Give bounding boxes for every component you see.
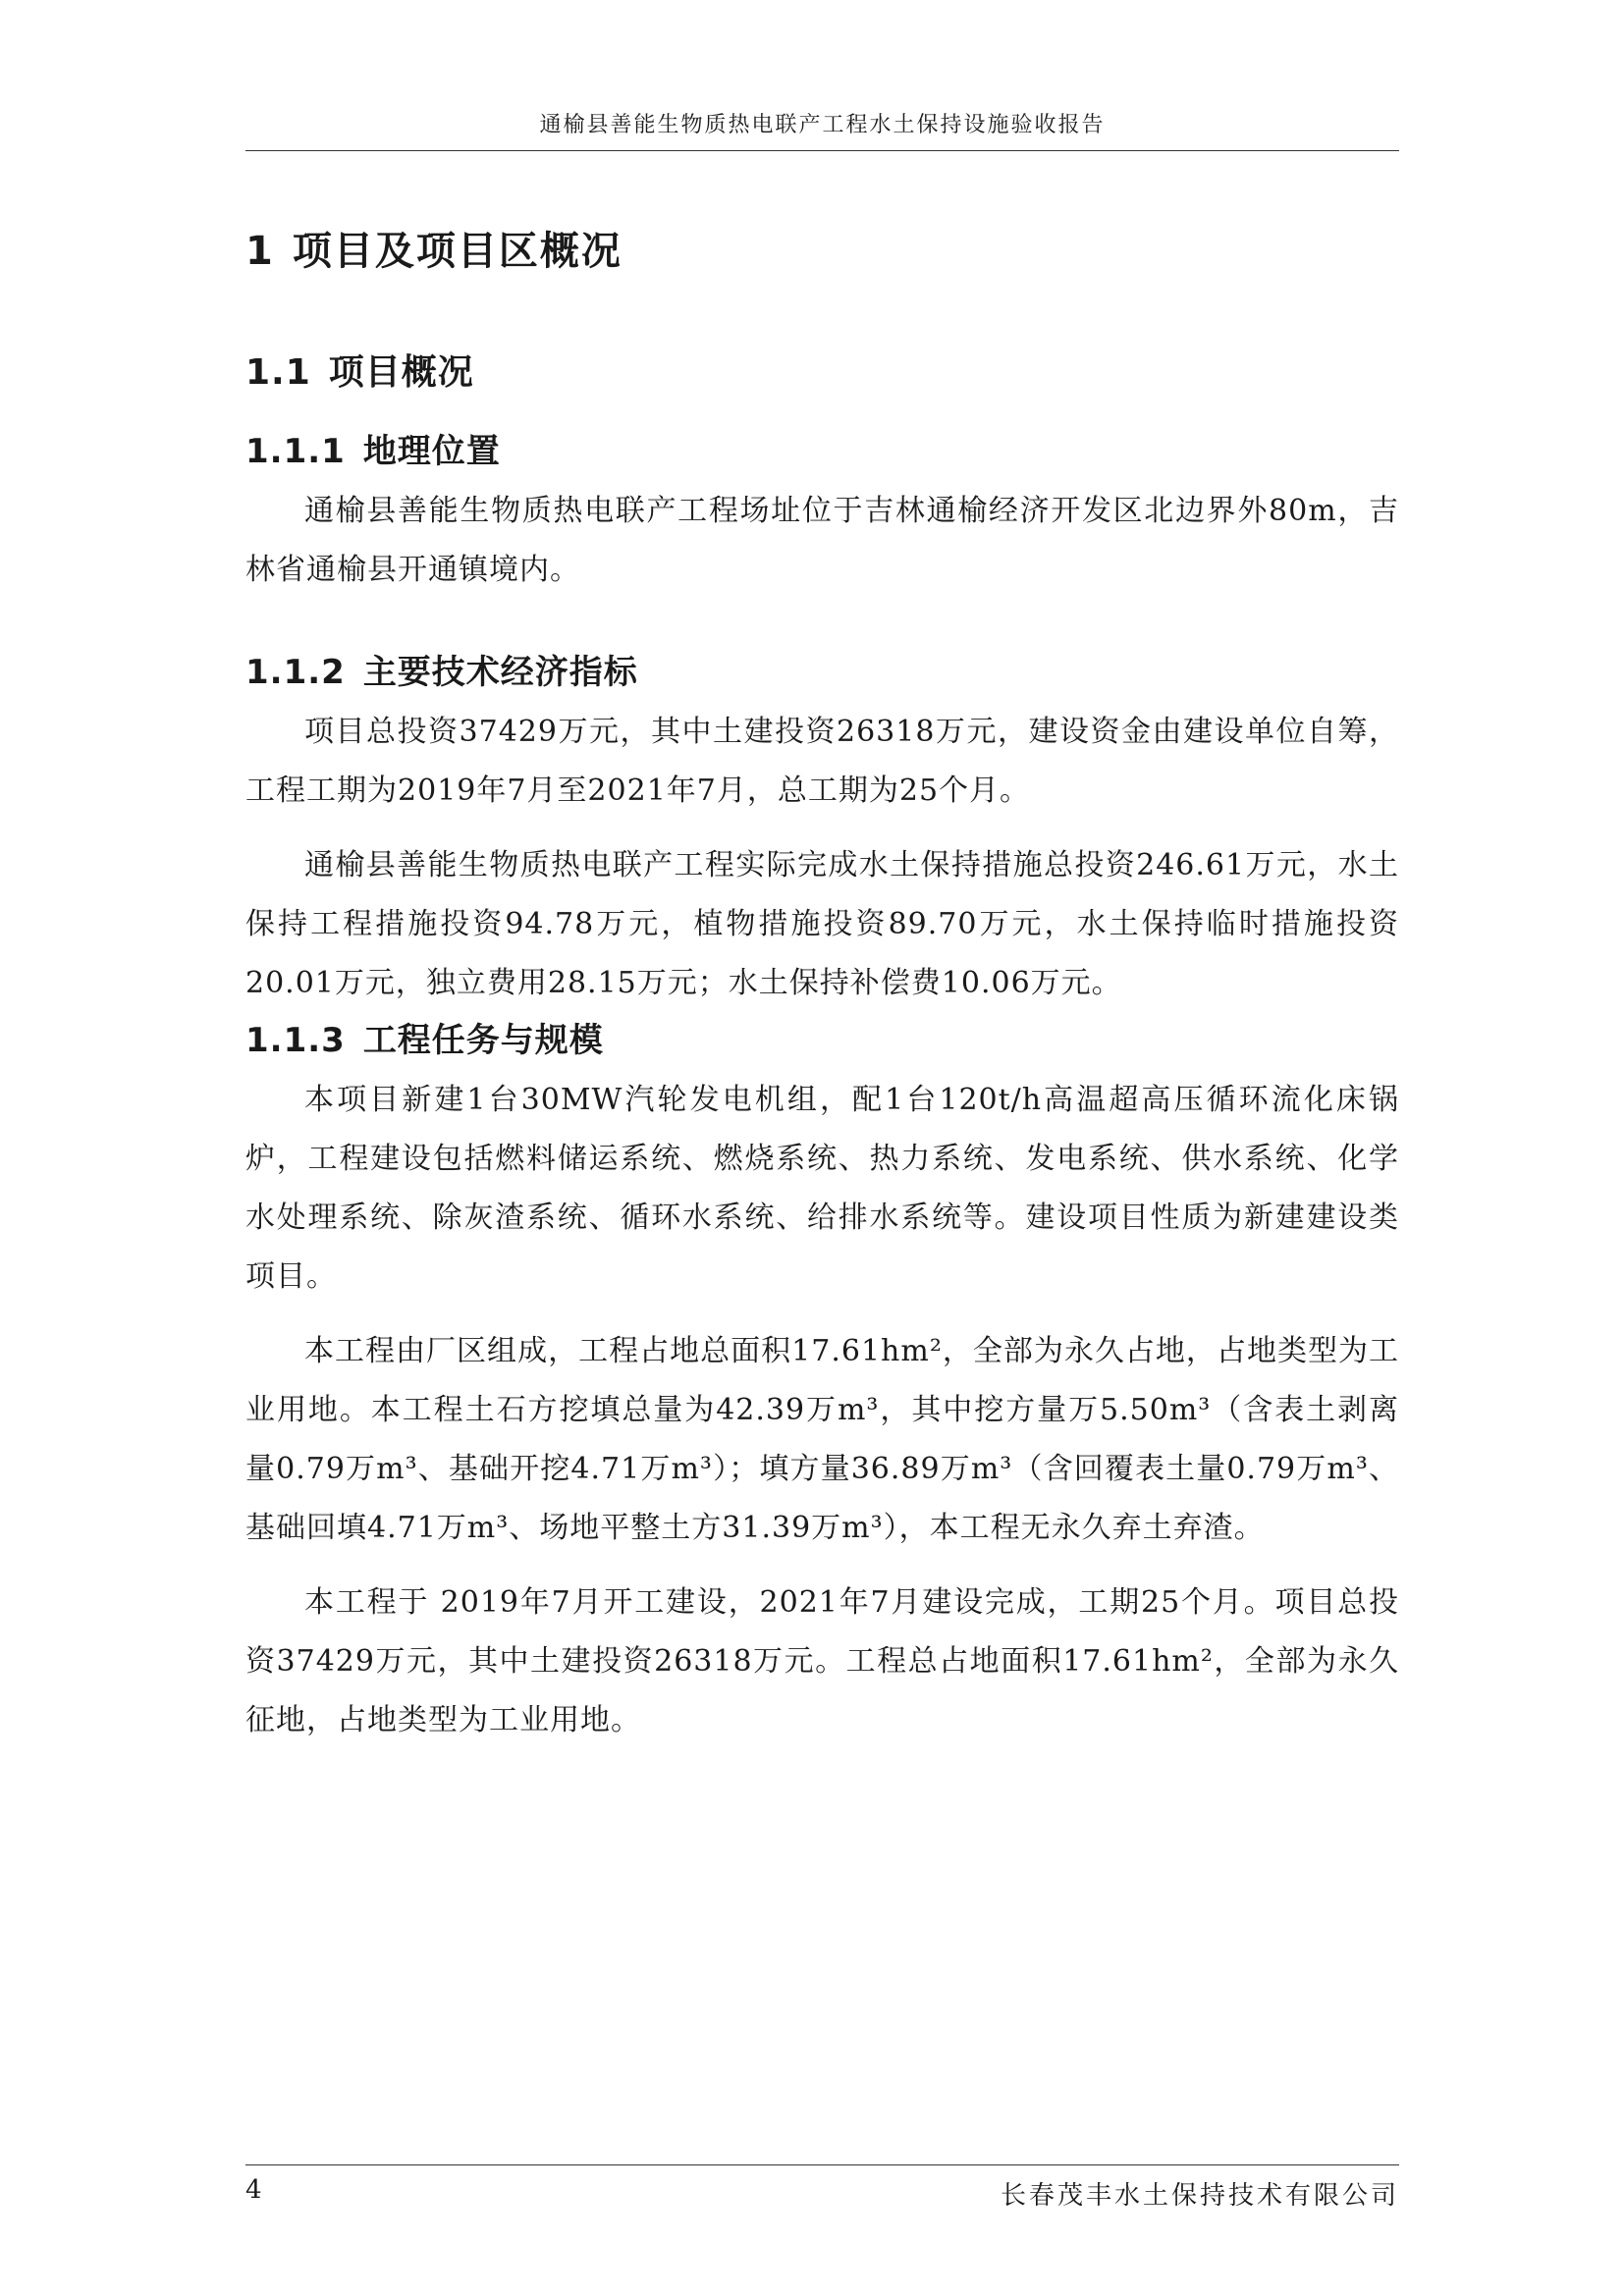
paragraph-schedule: 本工程于 2019年7月开工建设，2021年7月建设完成，工期25个月。项目总投资37429万元，其中土建投资26318万元。工程总占地面积17.61hm²，全部为永久征地，占地类型为工业用地。 xyxy=(245,1585,1399,1737)
running-footer xyxy=(245,2164,1399,2212)
subsection-title: 工程任务与规模 xyxy=(362,1021,604,1060)
subsection-number: 1.1.2 xyxy=(245,653,346,692)
chapter-title: 项目及项目区概况 xyxy=(292,229,623,274)
subsection-number: 1.1.1 xyxy=(245,432,346,471)
chapter-number: 1 xyxy=(245,229,275,274)
section-heading-1-1 xyxy=(245,345,1399,395)
paragraph-land-earthwork: 本工程由厂区组成，工程占地总面积17.61hm²，全部为永久占地，占地类型为工业用地。本工程土石方挖填总量为42.39万m³，其中挖方量万5.50m³（含表土剥离量0.79万m³、基础开挖4.71万m³）；填方量36.89万m³（含回覆表土量0.79万m³、基础回填4.71万m³、场地平整土方31.39万m³），本工程无永久弃土弃渣。 xyxy=(245,1334,1399,1545)
subsection-number: 1.1.3 xyxy=(245,1021,346,1060)
section-number: 1.1 xyxy=(245,352,311,393)
paragraph-soil-conservation-investment: 通榆县善能生物质热电联产工程实际完成水土保持措施总投资246.61万元，水土保持工程措施投资94.78万元，植物措施投资89.70万元，水土保持临时措施投资20.01万元，独立费用28.15万元；水土保持补偿费10.06万元。 xyxy=(245,848,1399,1000)
paragraph-project-scope: 本项目新建1台30MW汽轮发电机组，配1台120t/h高温超高压循环流化床锅炉，工程建设包括燃料储运系统、燃烧系统、热力系统、发电系统、供水系统、化学水处理系统、除灰渣系统、循环水系统、给排水系统等。建设项目性质为新建建设类项目。 xyxy=(245,1083,1399,1294)
section-title: 项目概况 xyxy=(328,352,474,393)
running-header: 通榆县善能生物质热电联产工程水土保持设施验收报告 xyxy=(245,108,1399,151)
subsection-heading-1-1-3 xyxy=(245,1013,1399,1061)
paragraph-investment: 项目总投资37429万元，其中土建投资26318万元，建设资金由建设单位自筹，工程工期为2019年7月至2021年7月，总工期为25个月。 xyxy=(245,715,1399,808)
subsection-title: 主要技术经济指标 xyxy=(362,653,638,692)
subsection-heading-1-1-1 xyxy=(245,424,1399,472)
document-body xyxy=(245,196,1399,1766)
chapter-heading xyxy=(245,220,1399,276)
footer-company: 长春茂丰水土保持技术有限公司 xyxy=(1000,2181,1399,2211)
paragraph-location: 通榆县善能生物质热电联产工程场址位于吉林通榆经济开发区北边界外80m，吉林省通榆县开通镇境内。 xyxy=(245,494,1399,587)
page-number: 4 xyxy=(245,2175,262,2205)
subsection-title: 地理位置 xyxy=(362,432,501,471)
subsection-heading-1-1-2 xyxy=(245,645,1399,693)
